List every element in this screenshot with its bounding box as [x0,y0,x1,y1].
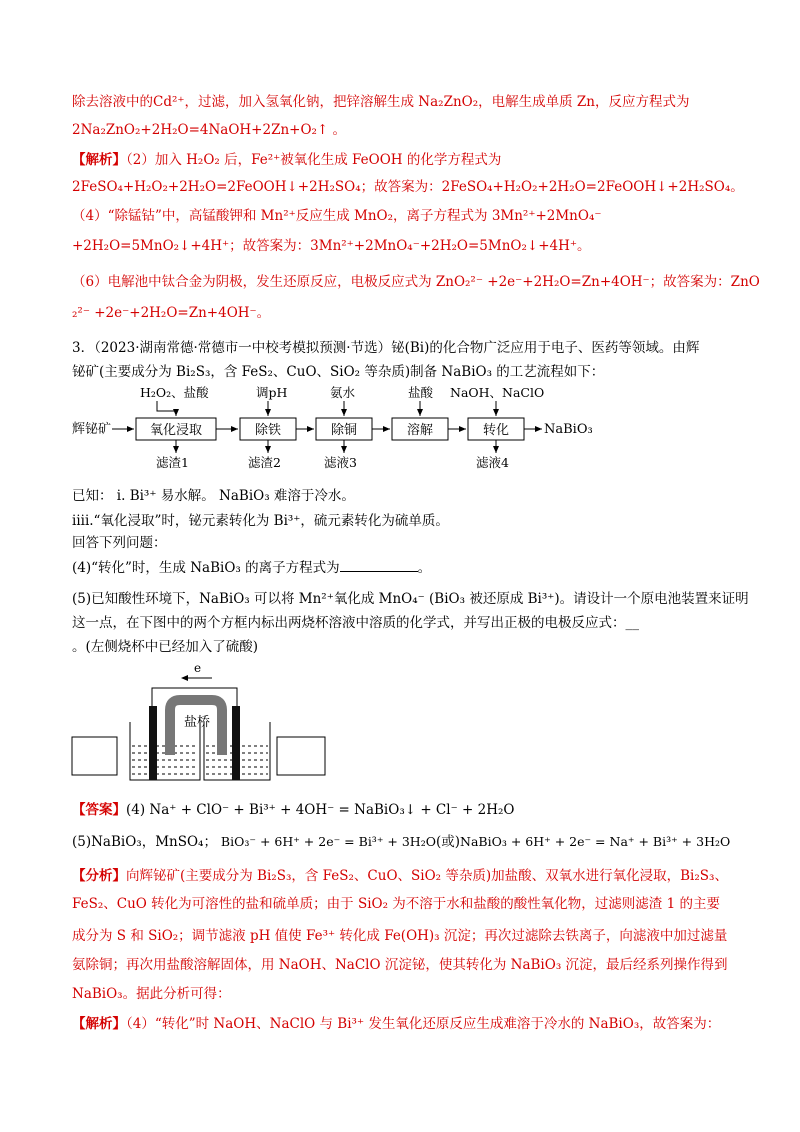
question-intro: 3．（2023·湖南常德·常德市一中校考模拟预测·节选）铋(Bi)的化合物广泛应用于电子、医药等领域。由辉 [72,340,700,356]
text-line: 向辉铋矿(主要成分为 Bi₂S₃，含 FeS₂、CuO、SiO₂ 等杂质)加盐酸、双氧水进行氧化浸取，Bi₂S₃、 [126,868,728,884]
solution-paragraph [72,150,740,170]
flow-step-2 [240,418,296,440]
solution-paragraph [72,1014,740,1034]
flow-output: 滤渣2 [248,455,281,470]
text-line: （2）加入 H₂O₂ 后，Fe²⁺被氧化生成 FeOOH 的化学方程式为 [126,152,502,168]
flow-reagent: NaOH、NaClO [450,385,545,400]
text-line: 成分为 S 和 SiO₂；调节滤液 pH 值使 Fe³⁺ 转化成 Fe(OH)₃ 沉淀；再次过滤除去铁离子，向滤液中加过滤量 [72,928,728,944]
question-5: 。(左侧烧杯中已经加入了硫酸) [72,639,259,655]
question-5-text: 这一点，在下图中的两个方框内标出两烧杯溶液中溶质的化学式，并写出正极的电极反应式： [72,615,626,631]
text-line: ₂²⁻ +2e⁻+2H₂O=Zn+4OH⁻。 [72,305,271,321]
answer-4 [72,800,740,820]
question-4-end: 。 [417,560,432,576]
flow-output: 滤渣1 [156,455,189,470]
flow-step-label: 溶解 [406,423,434,438]
process-flowchart [72,385,593,470]
flow-reagent: 氨水 [330,385,356,400]
question-intro: 铋矿(主要成分为 Bi₂S₃，含 FeS₂、CuO、SiO₂ 等杂质)制备 NaBiO₃ 的工艺流程如下： [72,364,605,380]
question-5 [72,613,740,633]
text-line: 2FeSO₄+H₂O₂+2H₂O=2FeOOH↓+2H₂SO₄；故答案为：2FeSO₄+H₂O₂+2H₂O=2FeOOH↓+2H₂SO₄。 [72,179,744,195]
flow-reagent: H₂O₂、盐酸 [140,385,209,400]
answer-5-or: (或) [435,834,461,850]
answer-4-equation: (4) Na⁺ + ClO⁻ + Bi³⁺ + 4OH⁻ = NaBiO₃↓ + Cl⁻ + 2H₂O [126,802,515,818]
prompt: 回答下列问题： [72,535,167,551]
known-1: 已知： i. Bi³⁺ 易水解。 NaBiO₃ 难溶于冷水。 [72,488,355,504]
left-electrode [149,706,157,780]
flow-reagent: 调pH [256,385,288,400]
flow-step-label: 氧化浸取 [149,423,203,438]
flow-product-label: NaBiO₃ [544,422,593,437]
flow-step-1 [136,418,216,440]
flow-start-label: 辉铋矿 [72,422,112,437]
text-line: 氨除铜；再次用盐酸溶解固体，用 NaOH、NaClO 沉淀铋，使其转化为 NaBiO₃ 沉淀，最后经系列操作得到 [72,957,728,973]
flow-step-3 [316,418,372,440]
analysis-tag: 【解析】 [72,152,126,168]
galvanic-cell-diagram [72,660,402,785]
right-electrode [232,706,240,780]
answer-blank[interactable] [340,557,418,572]
flow-step-4 [392,418,448,440]
text-line: （6）电解池中钛合金为阴极，发生还原反应，电极反应式为 ZnO₂²⁻ +2e⁻+2H₂O=Zn+4OH⁻；故答案为：ZnO [72,274,760,290]
flow-output: 滤液3 [324,455,357,470]
text-line: 2Na₂ZnO₂+2H₂O=4NaOH+2Zn+O₂↑ 。 [72,122,347,138]
flow-step-label: 除铜 [330,423,358,438]
answer-5-equation-alt: NaBiO₃ + 6H⁺ + 2e⁻ = Na⁺ + Bi³⁺ + 3H₂O [460,834,731,849]
text-line: +2H₂O=5MnO₂↓+4H⁺；故答案为：3Mn²⁺+2MnO₄⁻+2H₂O=5MnO₂↓+4H⁺。 [72,238,591,254]
question-5: (5)已知酸性环境下，NaBiO₃ 可以将 Mn²⁺氧化成 MnO₄⁻ (BiO₃ 被还原成 Bi³⁺)。请设计一个原电池装置来证明 [72,591,749,607]
salt-bridge-label: 盐桥 [184,715,211,730]
flow-step-label: 除铁 [254,423,282,438]
flow-output: 滤液4 [476,455,509,470]
question-4 [72,557,740,578]
text-line: NaBiO₃。据此分析可得： [72,986,231,1002]
flow-reagent: 盐酸 [408,385,434,400]
analysis-paragraph [72,866,740,886]
left-answer-box[interactable] [72,737,117,775]
answer-blank[interactable]: __ [625,615,639,631]
answer-5-equation: BiO₃⁻ + 6H⁺ + 2e⁻ = Bi³⁺ + 3H₂O [216,834,436,849]
text-line: FeS₂、CuO 转化为可溶性的盐和硫单质；由于 SiO₂ 为不溶于水和盐酸的酸性氧化物，过滤则滤渣 1 的主要 [72,896,720,912]
question-4-text: (4)“转化”时，生成 NaBiO₃ 的离子方程式为 [72,560,340,576]
analysis-tag: 【解析】 [72,1016,126,1032]
flow-step-label: 转化 [482,423,510,438]
analysis-tag: 【分析】 [72,868,126,884]
electron-label: e [194,661,202,675]
answer-tag: 【答案】 [72,802,126,818]
known-2: ⅱii.“氧化浸取”时，铋元素转化为 Bi³⁺，硫元素转化为硫单质。 [72,513,449,529]
text-line: （4）“转化”时 NaOH、NaClO 与 Bi³⁺ 发生氧化还原反应生成难溶于冷水的 NaBiO₃，故答案为： [126,1016,721,1032]
text-line: 除去溶液中的Cd²⁺，过滤，加入氢氧化钠，把锌溶解生成 Na₂ZnO₂，电解生成单质 Zn，反应方程式为 [72,94,690,110]
answer-5-prefix: (5)NaBiO₃，MnSO₄； [72,834,217,850]
right-answer-box[interactable] [277,737,325,775]
answer-5 [72,832,740,852]
text-line: （4）“除锰钴”中，高锰酸钾和 Mn²⁺反应生成 MnO₂，离子方程式为 3Mn²⁺+2MnO₄⁻ [72,208,602,224]
flow-step-5 [468,418,524,440]
